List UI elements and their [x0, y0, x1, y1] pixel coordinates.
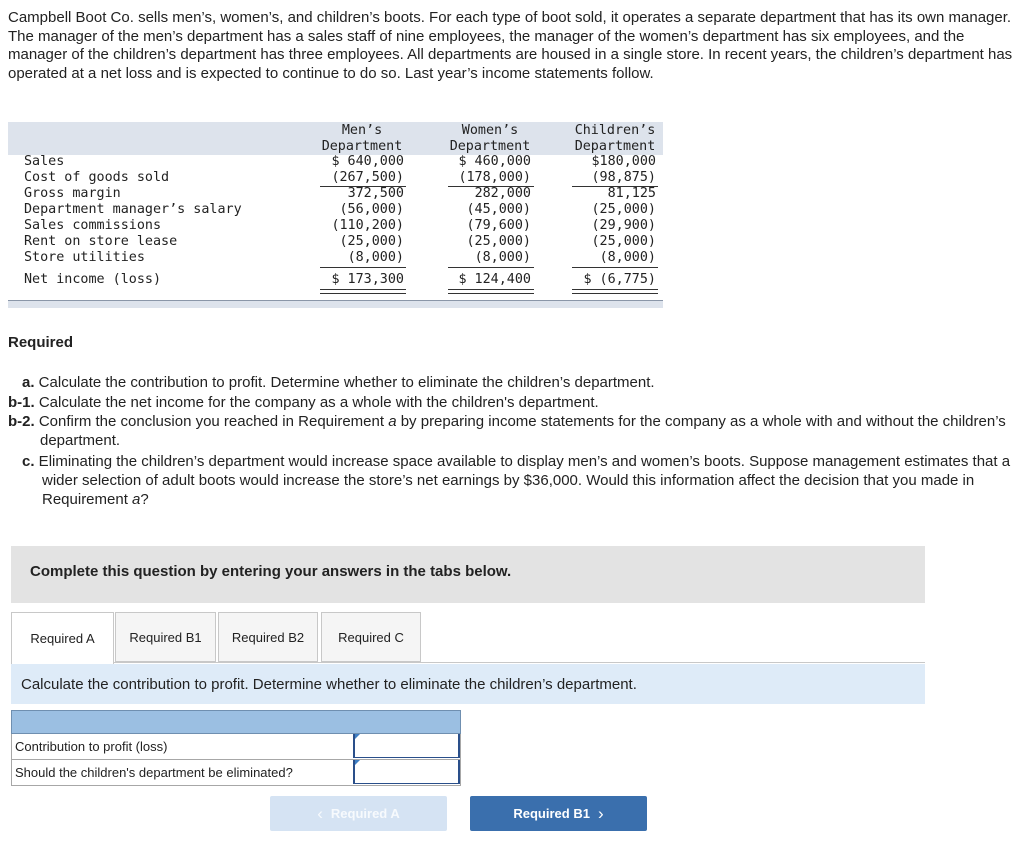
statement-footer-band: [8, 300, 663, 308]
underline: [572, 267, 658, 268]
next-button[interactable]: [470, 796, 647, 831]
requirement-b2-text: Confirm the conclusion you reached in Requirement: [34, 413, 389, 430]
womens-gross-margin: 282,000: [474, 186, 531, 201]
answer-row-eliminate: [11, 760, 461, 786]
tab-required-c[interactable]: Required C: [321, 612, 421, 662]
childrens-sales: $180,000: [591, 154, 656, 169]
problem-intro: Campbell Boot Co. sells men’s, women’s, and children’s boots. For each type of boot sold, it operates a separate department that has its own manager. The manager of the men’s department has a sales staff of nine employees, the manager of the women’s department has six employees, and the manager of the children’s department has three employees. All departments are housed in a single store. In recent years, the children’s department has operated at a net loss and is expected to continue to do so. Last year’s income statements follow.: [8, 9, 1013, 82]
answer-table-header: [11, 710, 461, 734]
row-label-sales: Sales: [24, 154, 65, 169]
tab-instruction-text: Calculate the contribution to profit. Determine whether to eliminate the children’s department.: [21, 676, 637, 693]
row-label-gross-margin: Gross margin: [24, 186, 121, 201]
answer-label-contribution: Contribution to profit (loss): [15, 739, 168, 754]
childrens-utilities: (8,000): [599, 250, 656, 265]
header-childrens-2: Department: [574, 139, 656, 154]
requirement-b2-text-2: by preparing income statements for the company as a whole with and without the children’s department.: [40, 413, 1006, 449]
underline: [448, 267, 534, 268]
womens-commissions: (79,600): [466, 218, 531, 233]
chevron-right-icon: ›: [597, 804, 604, 823]
requirement-c-text: Eliminating the children’s department would increase space available to display men’s and women’s boots. Suppose management estimates that a wider selection of adult boots would increase the store’s net earnings by $36,000. Would this information affect the decision that you made in Requirement: [34, 453, 1011, 508]
complete-question-banner: [11, 546, 925, 603]
mens-commissions: (110,200): [331, 218, 404, 233]
requirement-b2-label: b-2.: [8, 413, 35, 430]
answer-label-eliminate: Should the children's department be eliminated?: [15, 765, 293, 780]
double-underline: [572, 289, 658, 294]
tab-required-b2[interactable]: Required B2: [218, 612, 318, 662]
tab-required-a[interactable]: Required A: [11, 612, 114, 664]
tab-instruction-banner: [11, 664, 925, 704]
next-button-label: Required B1: [513, 806, 590, 821]
mens-sales: $ 640,000: [331, 154, 404, 169]
double-underline: [320, 289, 406, 294]
row-label-utilities: Store utilities: [24, 250, 145, 265]
mens-cogs: (267,500): [331, 170, 404, 185]
requirement-c-italic: a: [132, 491, 141, 508]
requirement-c-text-2: ?: [140, 491, 149, 508]
childrens-commissions: (29,900): [591, 218, 656, 233]
row-label-net-income: Net income (loss): [24, 272, 162, 287]
row-label-commissions: Sales commissions: [24, 218, 162, 233]
tab-divider: [114, 662, 925, 663]
mens-manager-salary: (56,000): [339, 202, 404, 217]
underline: [320, 267, 406, 268]
chevron-left-icon: ‹: [317, 804, 323, 823]
header-womens-2: Department: [449, 139, 531, 154]
tab-required-b1[interactable]: Required B1: [115, 612, 216, 662]
childrens-manager-salary: (25,000): [591, 202, 656, 217]
mens-utilities: (8,000): [347, 250, 404, 265]
requirement-a-text: Calculate the contribution to profit. Determine whether to eliminate the children’s department.: [34, 374, 655, 391]
womens-manager-salary: (45,000): [466, 202, 531, 217]
requirement-b1-label: b-1.: [8, 394, 35, 411]
childrens-gross-margin: 81,125: [607, 186, 656, 201]
mens-rent: (25,000): [339, 234, 404, 249]
requirement-b2: [8, 412, 1024, 450]
previous-button[interactable]: [270, 796, 447, 831]
childrens-net-income: $ (6,775): [583, 272, 656, 287]
requirement-a-label: a.: [22, 374, 35, 391]
income-statement-table: [8, 122, 663, 308]
requirement-c-label: c.: [22, 453, 35, 470]
answer-table: [11, 710, 461, 786]
eliminate-dropdown[interactable]: [353, 760, 460, 784]
double-underline: [448, 289, 534, 294]
mens-net-income: $ 173,300: [331, 272, 404, 287]
requirement-b1-text: Calculate the net income for the company as a whole with the children's department.: [34, 394, 599, 411]
complete-question-text: Complete this question by entering your answers in the tabs below.: [30, 563, 512, 580]
header-mens-1: Men’s: [341, 123, 383, 138]
mens-gross-margin: 372,500: [347, 186, 404, 201]
row-label-cogs: Cost of goods sold: [24, 170, 170, 185]
requirement-b2-italic: a: [388, 413, 397, 430]
childrens-rent: (25,000): [591, 234, 656, 249]
requirement-a: [22, 373, 1012, 392]
header-mens-2: Department: [321, 139, 403, 154]
row-label-manager-salary: Department manager’s salary: [24, 202, 242, 217]
womens-cogs: (178,000): [458, 170, 531, 185]
header-womens-1: Women’s: [461, 123, 519, 138]
requirement-b1: [8, 393, 1008, 412]
womens-utilities: (8,000): [474, 250, 531, 265]
womens-net-income: $ 124,400: [458, 272, 531, 287]
requirement-c: [22, 452, 1024, 509]
required-heading: Required: [8, 334, 74, 351]
answer-row-contribution: [11, 734, 461, 760]
previous-button-label: Required A: [330, 806, 400, 821]
childrens-cogs: (98,875): [591, 170, 656, 185]
womens-rent: (25,000): [466, 234, 531, 249]
womens-sales: $ 460,000: [458, 154, 531, 169]
row-label-rent: Rent on store lease: [24, 234, 178, 249]
contribution-input[interactable]: [353, 734, 460, 758]
header-childrens-1: Children’s: [574, 123, 656, 138]
